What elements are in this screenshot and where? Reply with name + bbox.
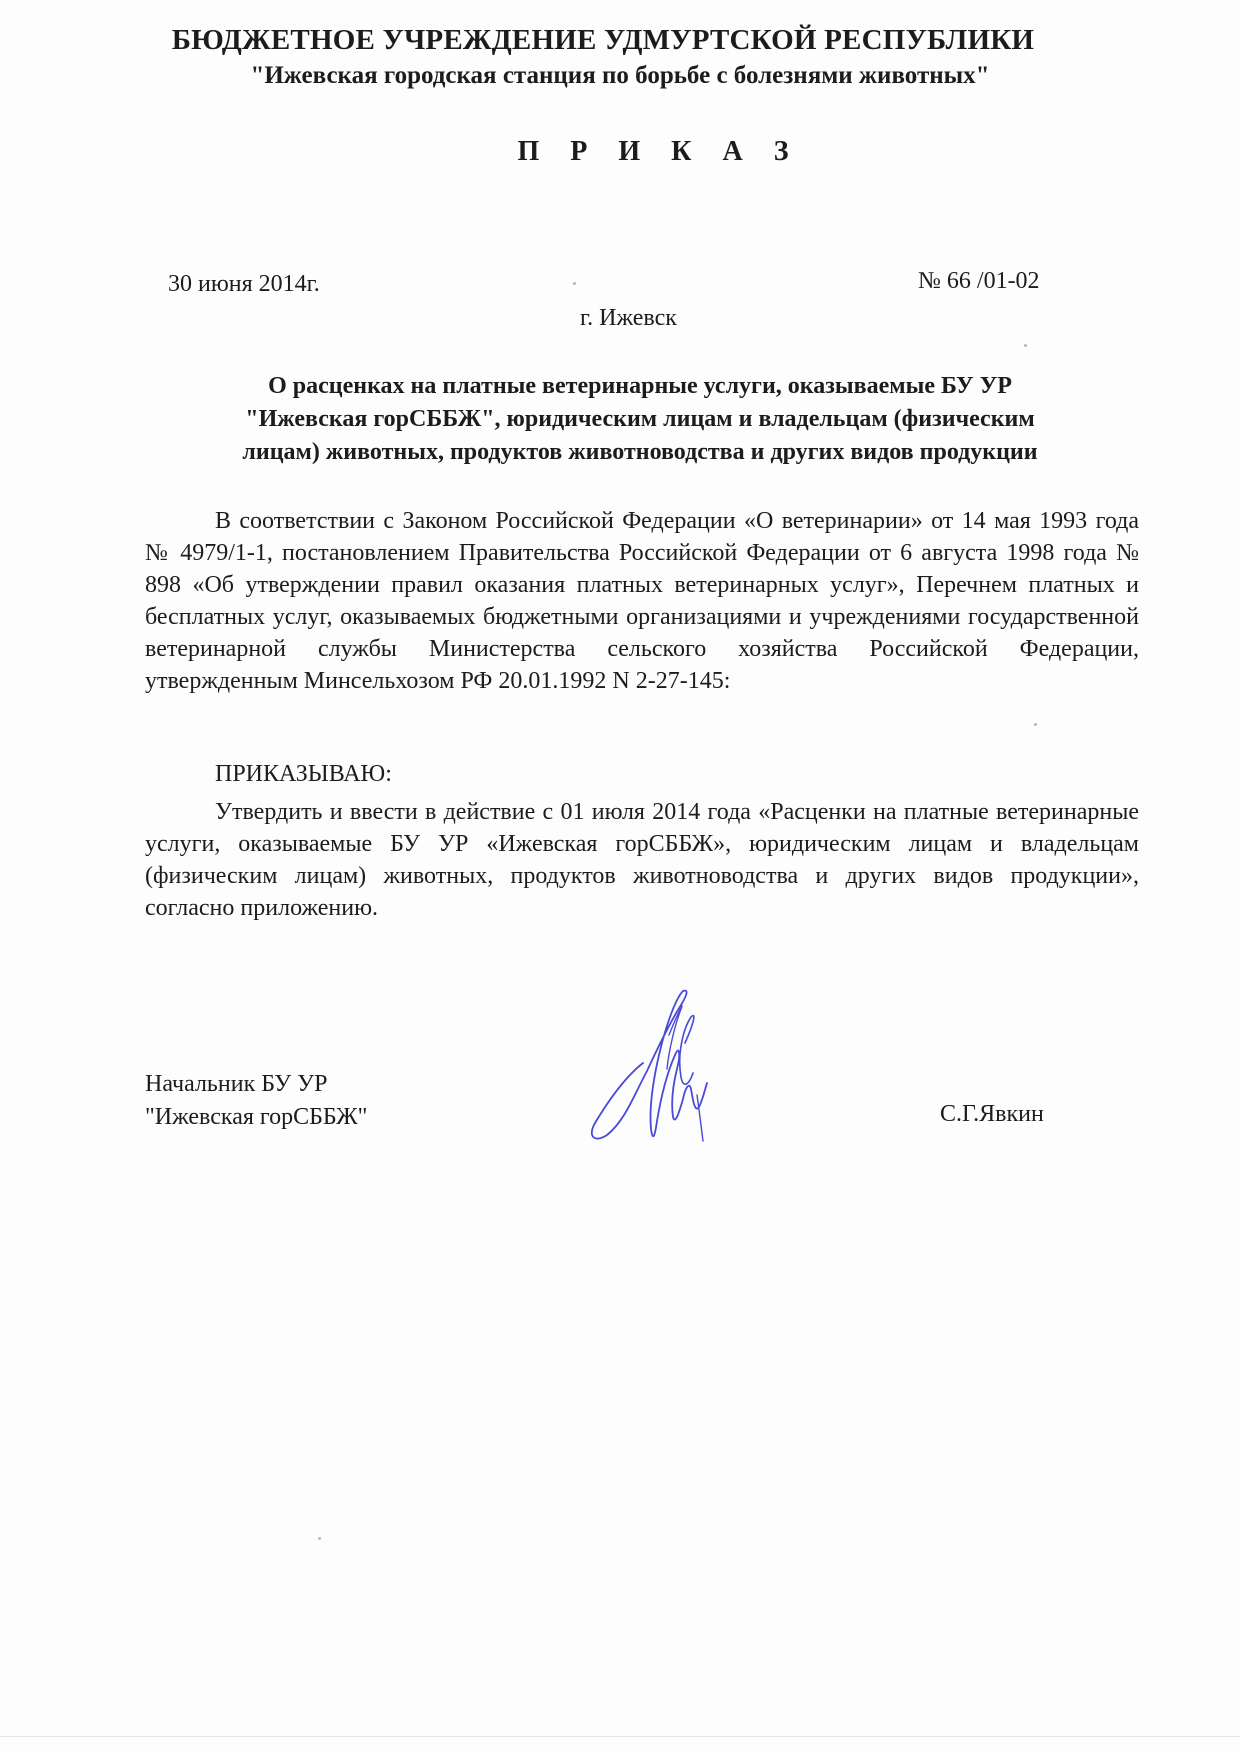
document-type-heading: П Р И К А З: [517, 136, 801, 167]
scan-speck: [318, 1537, 321, 1540]
document-title-line: "Ижевская горСББЖ", юридическим лицам и владельцам (физическим: [245, 406, 1035, 432]
organization-full-name: "Ижевская городская станция по борьбе с болезнями животных": [250, 62, 990, 89]
document-title-line: О расценках на платные ветеринарные услуги, оказываемые БУ УР: [268, 373, 1012, 399]
signature-stroke: [680, 1016, 694, 1085]
document-title: [145, 370, 1135, 469]
organization-name: БЮДЖЕТНОЕ УЧРЕЖДЕНИЕ УДМУРТСКОЙ РЕСПУБЛИКИ: [171, 24, 1035, 56]
signatory-position-line: Начальник БУ УР: [145, 1071, 328, 1097]
handwritten-signature: [585, 985, 715, 1145]
scan-speck: [573, 282, 576, 285]
document-number: № 66 /01-02: [918, 268, 1040, 294]
signature-stroke: [592, 991, 707, 1139]
document-title-line: лицам) животных, продуктов животноводства и других видов продукции: [242, 439, 1038, 465]
scan-speck: [1034, 723, 1037, 726]
preamble-paragraph: В соответствии с Законом Российской Федерации «О ветеринарии» от 14 мая 1993 года № 4979/1-1, постановлением Правительства Российской Федерации от 6 августа 1998 года № 898 «Об утверждении правил оказания платных ветеринарных услуг», Перечнем платных и бесплатных услуг, оказываемых бюджетными организациями и учреждениями государственной ветеринарной службы Министерства сельского хозяйства Российской Федерации, утвержденным Минсельхозом РФ 20.01.1992 N 2-27-145:: [145, 508, 1139, 694]
signatory-position: [145, 1068, 367, 1134]
document-date: 30 июня 2014г.: [168, 271, 320, 297]
signatory-position-line: "Ижевская горСББЖ": [145, 1104, 368, 1130]
signatory-name: С.Г.Явкин: [940, 1101, 1044, 1127]
document-city: г. Ижевск: [580, 305, 677, 331]
scan-speck: [1024, 344, 1027, 347]
page-bottom-edge: [0, 1736, 1240, 1737]
order-paragraph: Утвердить и ввести в действие с 01 июля 2014 года «Расценки на платные ветеринарные услуги, оказываемые БУ УР «Ижевская горСББЖ», юридическим лицам и владельцам (физическим лицам) животных, продуктов животноводства и других видов продукции», согласно приложению.: [145, 799, 1139, 921]
order-keyword: ПРИКАЗЫВАЮ:: [215, 761, 392, 787]
